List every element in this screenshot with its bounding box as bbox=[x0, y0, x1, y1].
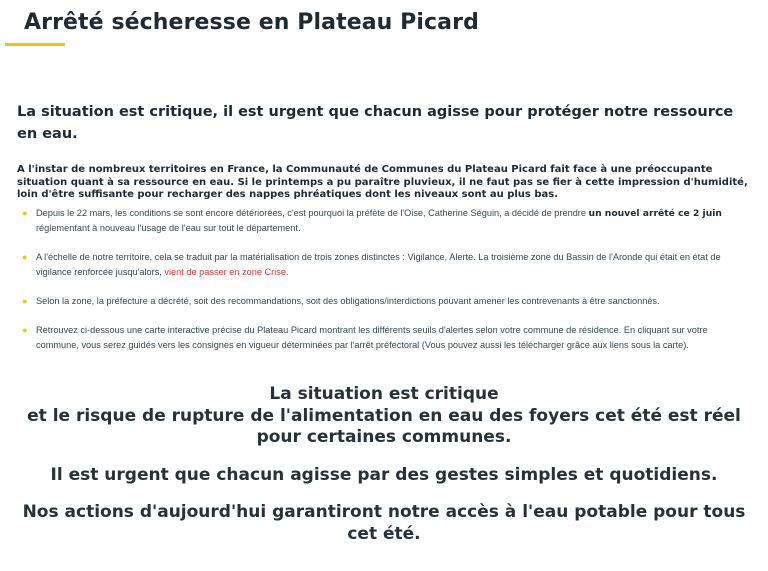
lead-statement: La situation est critique, il est urgent que chacun agisse pour protéger notre ressource en eau. bbox=[17, 104, 734, 142]
bullet-text: Selon la zone, la préfecture a décrété, soit des recommandations, soit des obligations/interdictions pouvant amener les contrevenants à être sanctionnés. bbox=[36, 296, 660, 306]
list-item bbox=[22, 206, 744, 236]
callout-line: Il est urgent que chacun agisse par des gestes simples et quotidiens. bbox=[50, 464, 718, 485]
list-item bbox=[22, 323, 744, 353]
bullet-text: Retrouvez ci-dessous une carte interactive précise du Plateau Picard montrant les différents seuils d'alertes selon votre commune de résidence. En cliquant sur votre commune, vous serez guidés vers les consignes en vigueur déterminées par l'arrêt préfectoral (Vous pouvez aussi les télécharger grâce aux liens sous la carte). bbox=[36, 325, 708, 350]
callout-line: La situation est critique bbox=[269, 384, 499, 404]
list-item bbox=[22, 294, 744, 309]
bullet-text: . bbox=[285, 267, 289, 277]
title-underline bbox=[5, 43, 65, 46]
bullet-dot-icon: ● bbox=[22, 252, 28, 262]
bullet-dot-icon: ● bbox=[22, 296, 28, 306]
bullet-text: Depuis le 22 mars, les conditions se sont encore détériorées, c'est pourquoi la préfète de l'Oise, Catherine Séguin, a décidé de prendre bbox=[36, 208, 589, 218]
bullet-alert-text: vient de passer en zone Crise bbox=[164, 267, 286, 277]
bullet-dot-icon: ● bbox=[22, 208, 28, 218]
bullet-text: A l'échelle de notre territoire, cela se traduit par la matérialisation de trois zones distinctes : Vigilance, Alerte. La troisième zone du Bassin de l'Aronde qui était en état de vigilance renforcée jusqu'alors, bbox=[36, 252, 721, 277]
intro-paragraph: A l'instar de nombreux territoires en France, la Communauté de Communes du Plateau Picard fait face à une préoccupante situation quant à sa ressource en eau. Si le printemps a pu paraître pluvieux, il ne faut pas se fier à cette impression d'humidité, loin d'être suffisante pour recharger des nappes phréatiques dont les niveaux sont au plus bas. bbox=[17, 164, 748, 200]
callout-line: Nos actions d'aujourd'hui garantiront notre accès à l'eau potable pour tous cet été. bbox=[22, 502, 746, 544]
bullet-dot-icon: ● bbox=[22, 325, 28, 335]
list-item bbox=[22, 250, 744, 280]
bullet-list bbox=[22, 206, 744, 367]
bullet-emphasis: un nouvel arrêté ce 2 juin bbox=[588, 208, 722, 219]
bullet-text: réglementant à nouveau l'usage de l'eau sur tout le département. bbox=[36, 223, 301, 233]
callout-block bbox=[14, 384, 754, 545]
page-title: Arrêté sécheresse en Plateau Picard bbox=[24, 10, 479, 35]
callout-line: et le risque de rupture de l'alimentation en eau des foyers cet été est réel pour certaines communes. bbox=[27, 405, 741, 447]
